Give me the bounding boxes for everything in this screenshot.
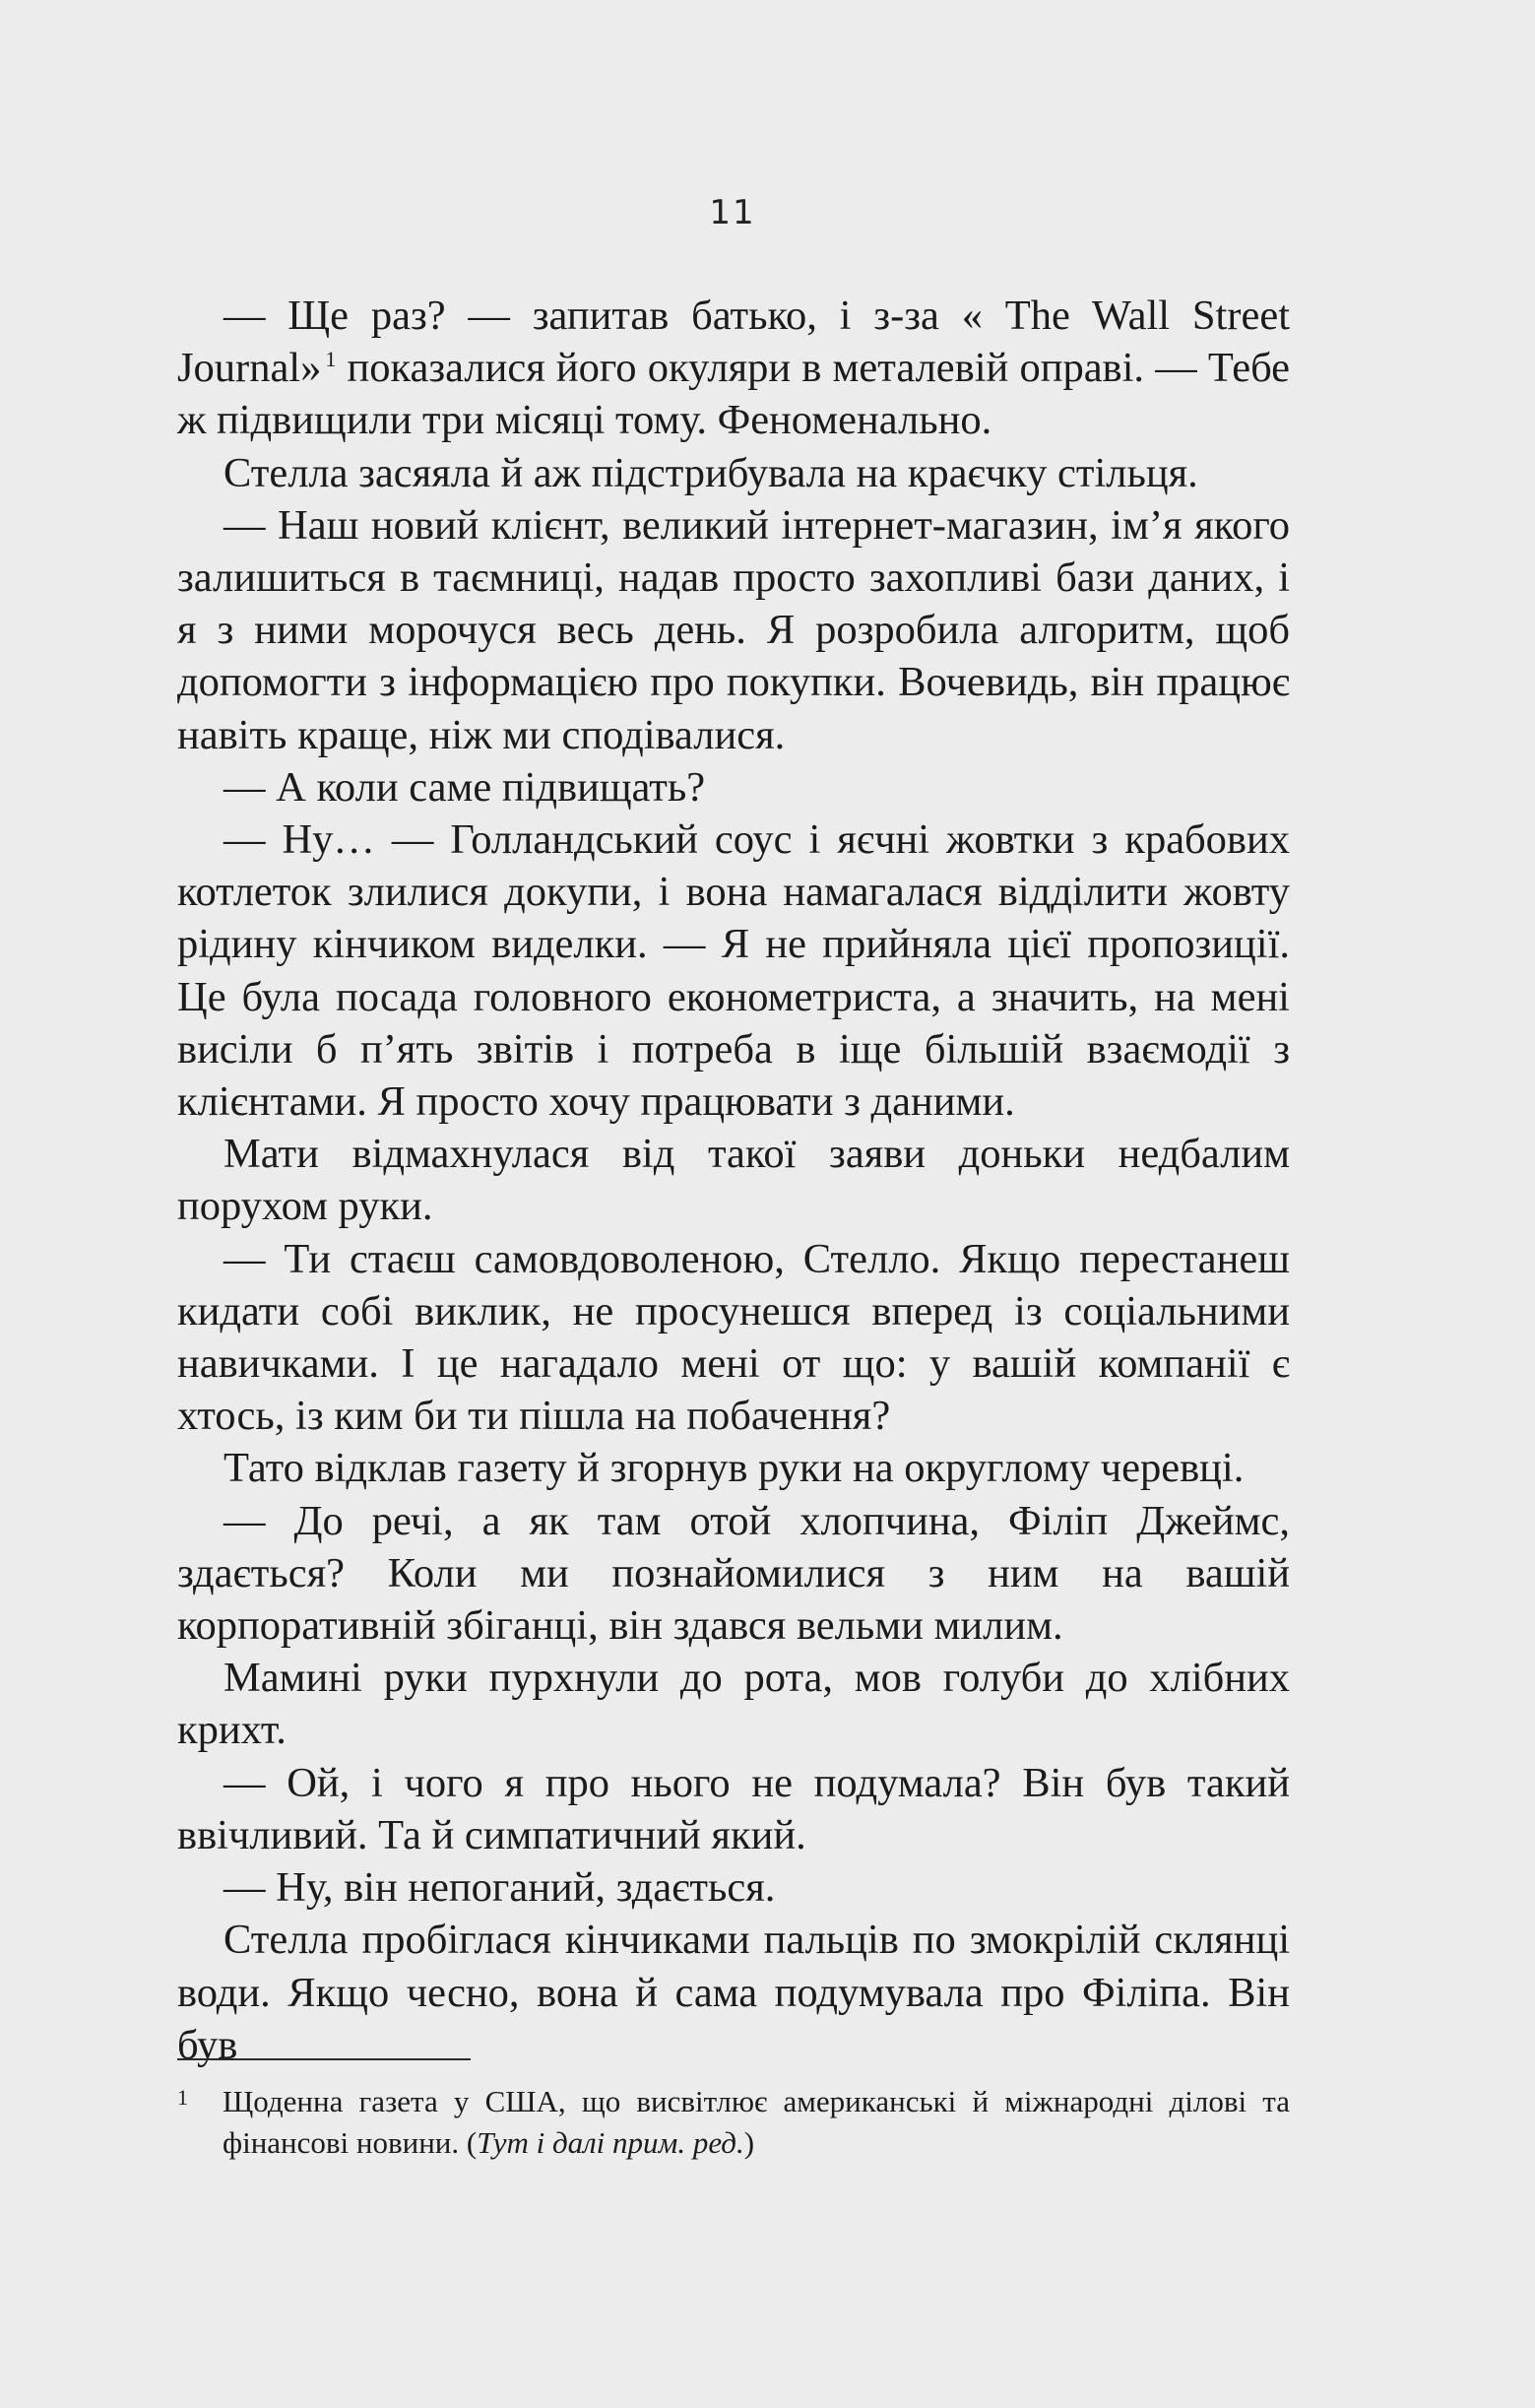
paragraph-5: — Ну… — Голландський соус і яєчні жовтки з крабових котлеток злилися докупи, і вона намагалася відділити жовту рідину кінчиком виделки. — Я не прийняла цієї пропозиції. Це була посада головного економетриста, а значить, на мені висіли б п’ять звітів і потреба в іще більшій взаємодії з клієнтами. Я просто хочу працювати з даними. [177,816,1290,1126]
body-text [177,290,1290,2071]
paragraph-6: Мати відмахнулася від такої заяви доньки недбалим порухом руки. [177,1131,1290,1230]
paragraph-1-text-start: — Ще раз? — запитав батько, і з-за « The Wall Street Journal» [177,293,1290,392]
page-number: 11 [709,193,756,232]
footnote-reference[interactable]: 1 [325,347,337,372]
paragraph-1-text-end: показалися його окуляри в металевій оправі. — Тебе ж підвищили три місяці тому. Феноменально. [177,345,1290,444]
footnote-body [223,2081,1290,2164]
footnote-divider [177,2058,471,2060]
paragraph-2: Стелла засяяла й аж підстрибувала на краєчку стільця. [224,449,1198,496]
paragraph-1 [177,290,1290,447]
paragraph-9: — До речі, а як там отой хлопчина, Філіп Джеймс, здається? Коли ми познайомилися з ним на вашій корпоративній збіганці, він здався вельми милим. [177,1497,1290,1650]
paragraph-10: Мамині руки пурхнули до рота, мов голуби до хлібних крихт. [177,1655,1290,1754]
paragraph-12: — Ну, він непоганий, здається. [224,1864,776,1912]
footnote-editor-note: Тут і далі прим. ред. [477,2125,744,2160]
footnote [177,2081,1290,2164]
footnote-mark: 1 [177,2085,188,2110]
footnote-close: ) [743,2125,755,2160]
paragraph-11: — Ой, і чого я про нього не подумала? Він був такий ввічливий. Та й симпатичний який. [177,1759,1290,1858]
paragraph-4: — А коли саме підвищать? [224,763,706,811]
footnote-text: Щоденна газета у США, що висвітлює американські й міжнародні ділові та фінансові новини. ( [223,2084,1290,2160]
paragraph-3: — Наш новий клієнт, великий інтернет-магазин, ім’я якого залишиться в таємниці, надав просто захопливі бази даних, і я з ними морочуся весь день. Я розробила алгоритм, щоб допомогти з інформацією про покупки. Вочевидь, він працює навіть краще, ніж ми сподівалися. [177,501,1290,758]
paragraph-13: Стелла пробіглася кінчиками пальців по змокрілій склянці води. Якщо чесно, вона й сама подумувала про Філіпа. Він був [177,1917,1290,2068]
paragraph-8: Тато відклав газету й згорнув руки на округлому черевці. [224,1445,1245,1492]
paragraph-7: — Ти стаєш самовдоволеною, Стелло. Якщо перестанеш кидати собі виклик, не просунешся вперед із соціальними навичками. І це нагадало мені от що: у вашій компанії є хтось, із ким би ти пішла на побачення? [177,1235,1290,1440]
